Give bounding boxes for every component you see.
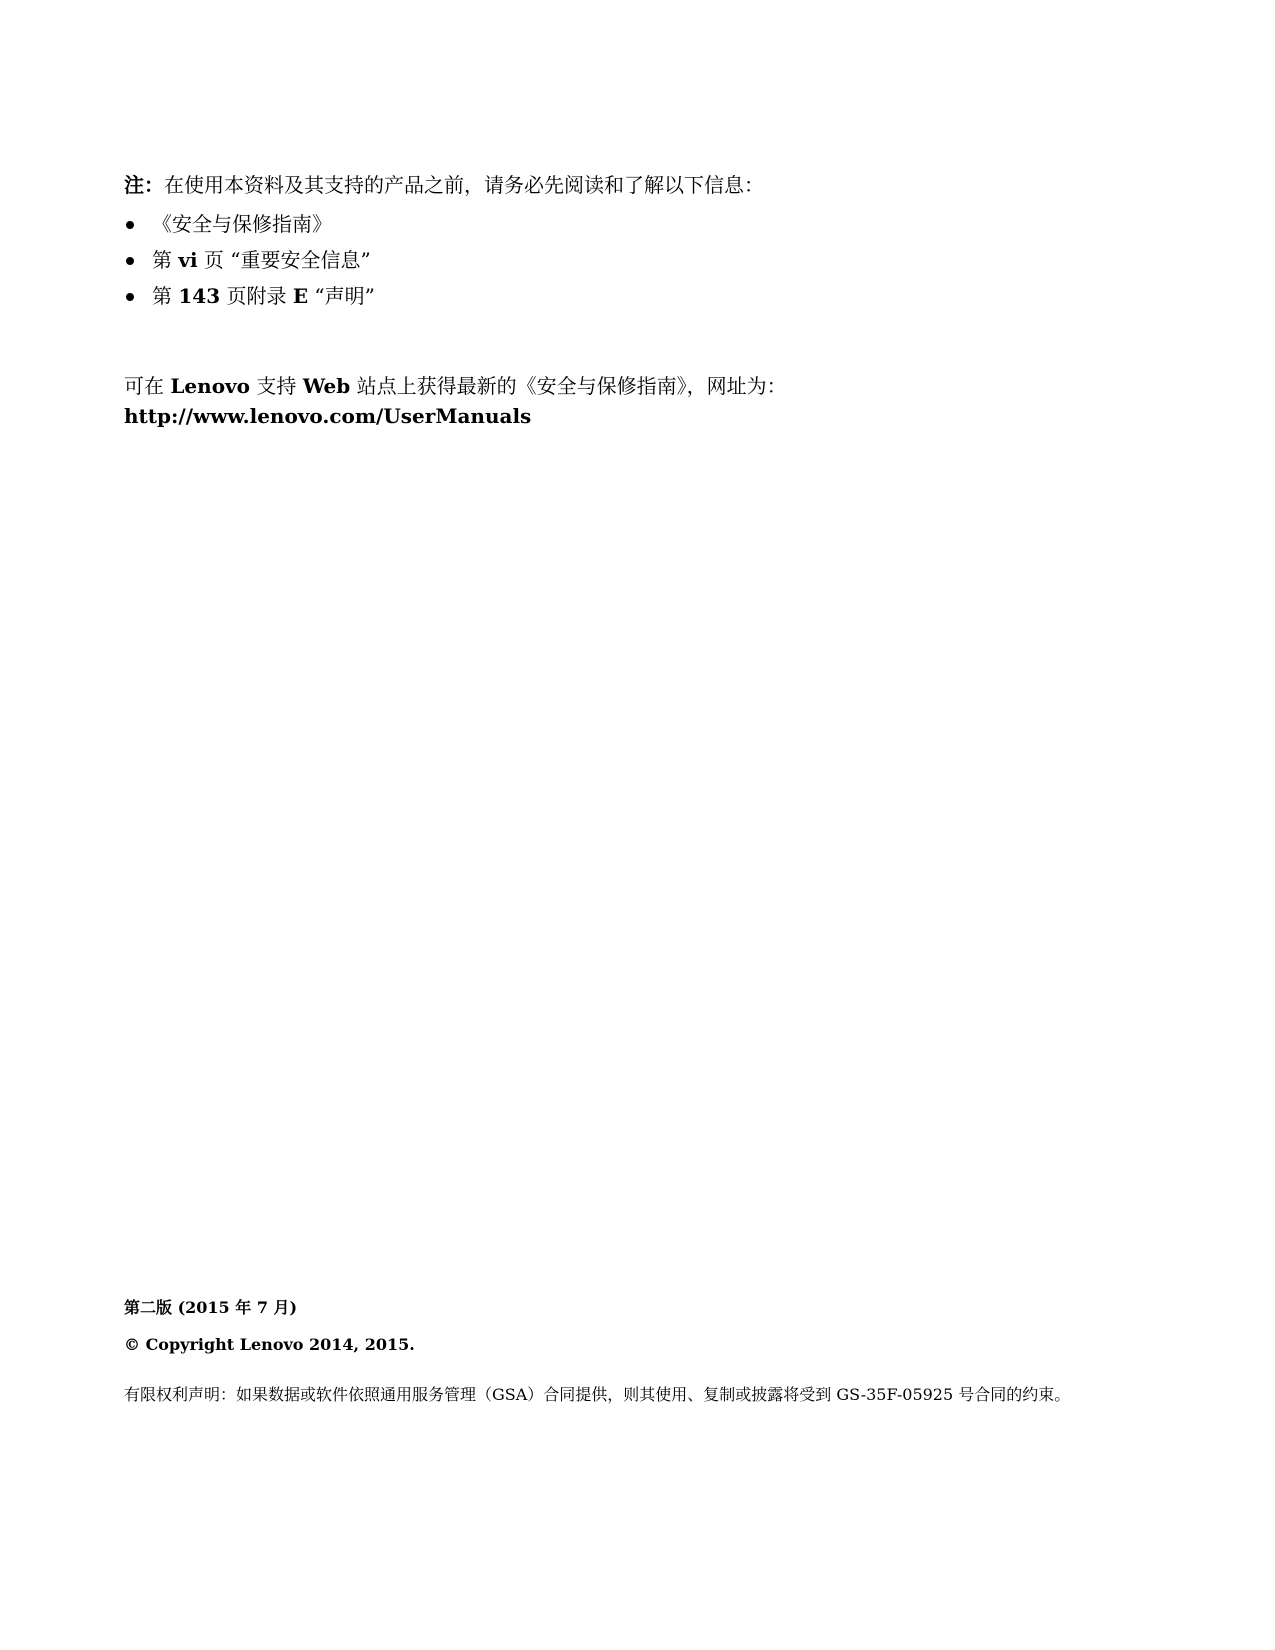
notice-label: 注： (124, 173, 164, 197)
list-item-notices (124, 278, 1174, 314)
copyright-line: © Copyright Lenovo 2014, 2015. (124, 1335, 415, 1354)
web-info-part: 可在 (124, 374, 171, 398)
page-number: 143 (178, 284, 221, 308)
appendix-letter: E (292, 284, 309, 308)
manuals-url: http://www.lenovo.com/UserManuals (124, 404, 532, 428)
web-info-section (124, 371, 1174, 431)
list-item-text: 《安全与保修指南》 (152, 212, 332, 236)
edition-line: 第二版 (2015 年 7 月) (124, 1298, 298, 1317)
list-item-safety-info (124, 242, 1174, 278)
notice-list (124, 206, 1174, 314)
web-info-text (124, 371, 1174, 401)
web-info-part: 支持 (250, 374, 303, 398)
list-item-text: 第 (152, 248, 179, 272)
list-item-text: 第 (152, 284, 179, 308)
notice-section (124, 168, 1174, 314)
list-item-text: “声明” (308, 284, 375, 308)
brand-name: Lenovo (170, 374, 250, 398)
restricted-rights-notice: 有限权利声明：如果数据或软件依照通用服务管理（GSA）合同提供，则其使用、复制或披露将受到 GS-35F-05925 号合同的约束。 (124, 1385, 1071, 1404)
notice-text: 在使用本资料及其支持的产品之前，请务必先阅读和了解以下信息： (164, 173, 764, 197)
notice-lead (124, 168, 1174, 202)
list-item-text: 页 “重要安全信息” (197, 248, 371, 272)
web-info-part: 站点上获得最新的《安全与保修指南》，网址为： (350, 374, 787, 398)
list-item-safety-guide (124, 206, 1174, 242)
web-word: Web (302, 374, 351, 398)
list-item-text: 页附录 (220, 284, 293, 308)
page-number: vi (178, 248, 198, 272)
